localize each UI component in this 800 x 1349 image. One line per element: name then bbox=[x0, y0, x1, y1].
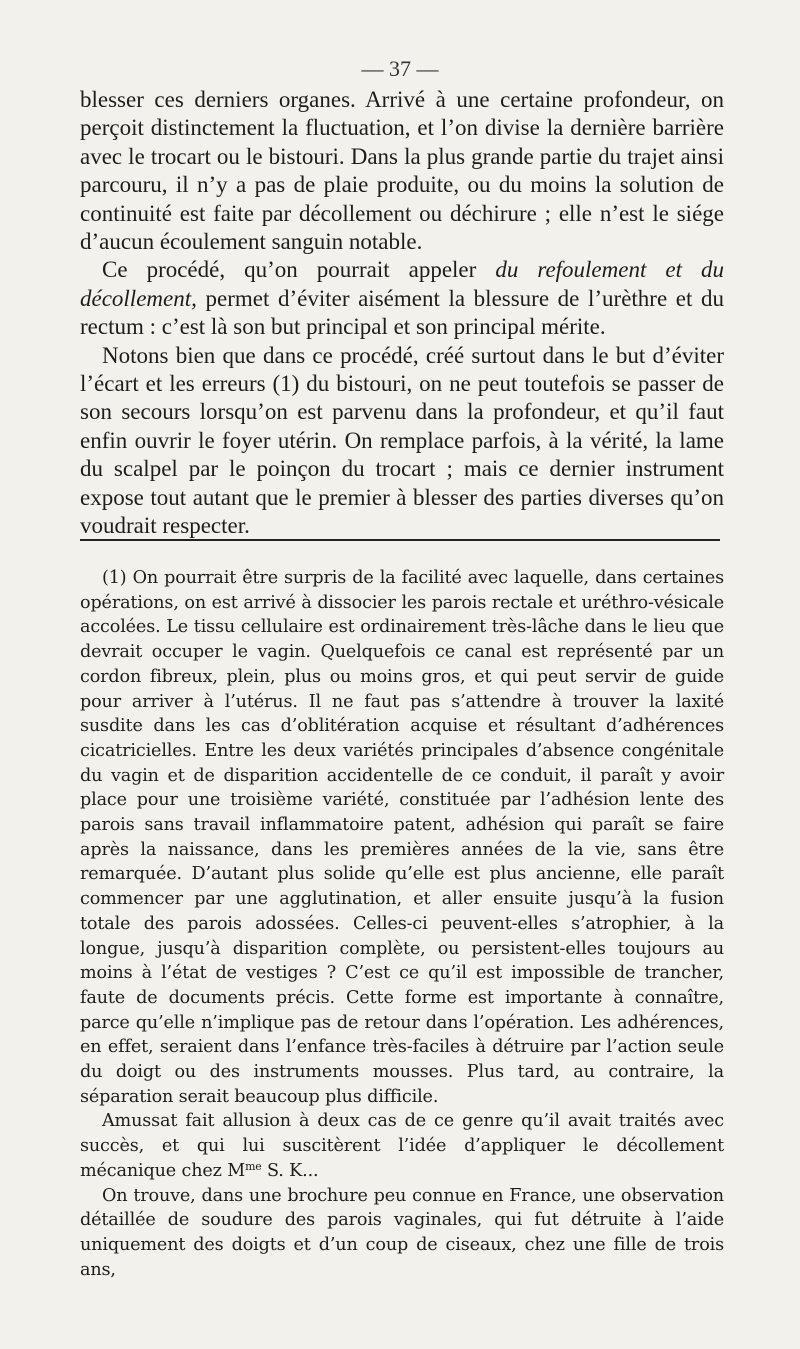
footnote-paragraph-2 bbox=[80, 1109, 724, 1183]
footnote-paragraph-3: On trouve, dans une brochure peu connue en France, une observation détaillée de soudure des parois vaginales, qui fut détruite à l’aide uniquement des doigts et d’un coup de ciseaux, chez une fille de trois ans, bbox=[80, 1185, 724, 1280]
main-paragraph-2-start: Ce procédé, qu’on pourrait appeler bbox=[102, 257, 496, 283]
main-paragraph-2 bbox=[80, 256, 724, 341]
main-paragraph-2-end: permet d’éviter aisément la blessure de l’urèthre et du rectum : c’est là son but principal et son principal mérite. bbox=[80, 285, 724, 340]
footnote-separator bbox=[80, 539, 720, 541]
main-paragraph-1: blesser ces derniers organes. Arrivé à une certaine profondeur, on perçoit distinctement la fluctuation, et l’on divise la dernière barrière avec le trocart ou le bistouri. Dans la plus grande partie du trajet ainsi parcouru, il n’y a pas de plaie produite, ou du moins la solution de continuité est faite par décollement ou déchirure ; elle n’est le siége d’aucun écoulement sanguin notable. bbox=[80, 87, 724, 255]
footnote bbox=[80, 566, 724, 1282]
main-text bbox=[80, 86, 724, 541]
footnote-superscript: me bbox=[245, 1159, 262, 1173]
footnote-paragraph-1: (1) On pourrait être surpris de la facilité avec laquelle, dans certaines opérations, on est arrivé à dissocier les parois rectale et uréthro-vésicale accolées. Le tissu cellulaire est ordinairement très-lâche dans le lieu que devrait occuper le vagin. Quelquefois ce canal est représenté par un cordon fibreux, plein, plus ou moins gros, et qui peut servir de guide pour arriver à l’utérus. Il ne faut pas s’attendre à trouver la laxité susdite dans les cas d’oblitération acquise et résultant d’adhérences cicatricielles. Entre les deux variétés principales d’absence congénitale du vagin et de disparition accidentelle de ce conduit, il paraît y avoir place pour une troisième variété, constituée par l’adhésion lente des parois sans travail inflammatoire patent, adhésion qui paraît se faire après la naissance, dans les premières années de la vie, sans être remarquée. D’autant plus solide qu’elle est plus ancienne, elle paraît commencer par une agglutination, et aller ensuite jusqu’à la fusion totale des parois adossées. Celles-ci peuvent-elles s’atrophier, à la longue, jusqu’à disparition complète, ou persistent-elles toujours au moins à l’état de vestiges ? C’est ce qu’il est impossible de trancher, faute de documents précis. Cette forme est importante à connaître, parce qu’elle n’implique pas de retour dans l’opération. Les adhérences, en effet, seraient dans l’enfance très-faciles à détruire par l’action seule du doigt ou des instruments mousses. Plus tard, au contraire, la séparation serait beaucoup plus difficile. bbox=[80, 568, 724, 1107]
page-number: — 37 — bbox=[361, 56, 439, 81]
main-paragraph-3: Notons bien que dans ce procédé, créé surtout dans le but d’éviter l’écart et les erreurs (1) du bistouri, on ne peut toutefois se passer de son secours lorsqu’on est parvenu dans la profondeur, et qu’il faut enfin ouvrir le foyer utérin. On remplace parfois, à la vérité, la lame du scalpel par le poinçon du trocart ; mais ce dernier instrument expose tout autant que le premier à blesser des parties diverses qu’on voudrait respecter. bbox=[80, 342, 724, 539]
main-paragraph-2-italic: du refoulement et du décollement, bbox=[80, 257, 724, 311]
footnote-paragraph-2-start: Amussat fait allusion à deux cas de ce genre qu’il avait traités avec succès, et qui lui suscitèrent l’idée d’appliquer le décollement mécanique chez M bbox=[80, 1111, 724, 1181]
footnote-paragraph-2-end: S. K... bbox=[261, 1160, 319, 1181]
